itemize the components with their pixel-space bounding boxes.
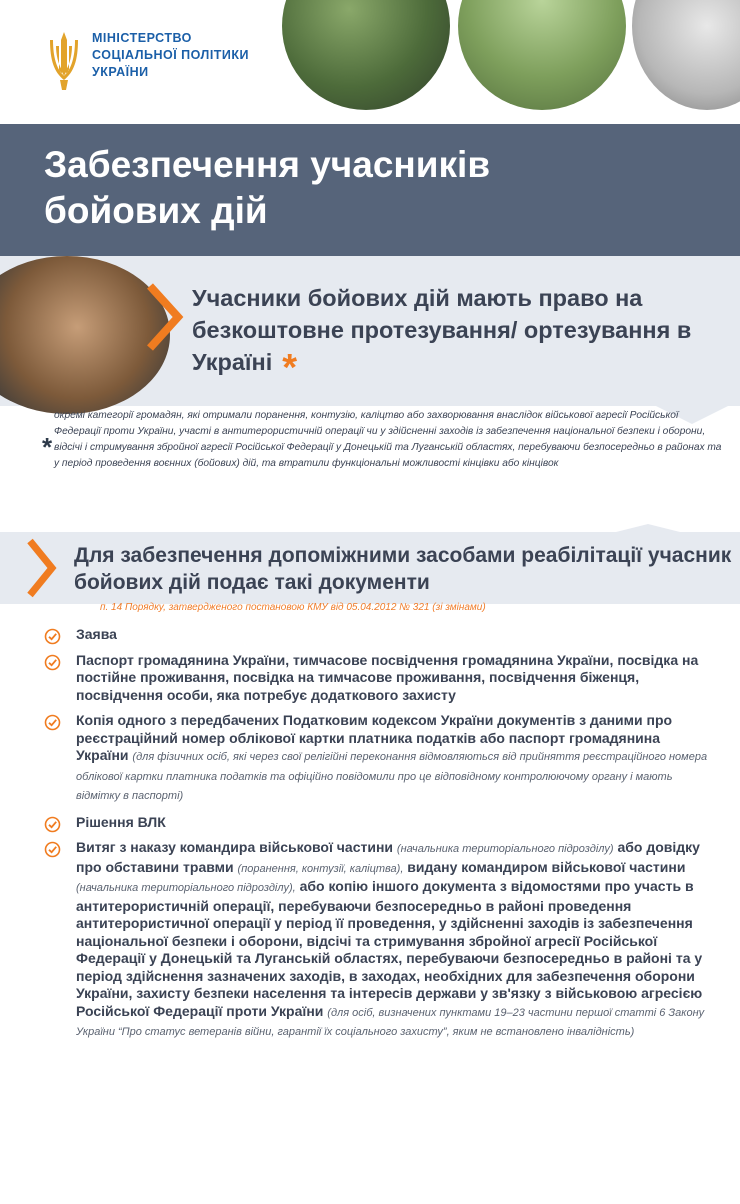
page-title: Забезпечення учасників бойових дій — [44, 144, 491, 231]
documents-source: п. 14 Порядку, затвердженого постановою КМУ від 05.04.2012 № 321 (зі змінами) — [100, 602, 486, 613]
rights-title-text: Учасники бойових дій мають право на безкоштовне протезування/ ортезування в Україні — [192, 285, 692, 375]
check-circle-icon — [44, 628, 61, 645]
list-item-note: (для фізичних осіб, які через свої релігійні переконання відмовляються від прийняття реєстраційного номера облікової картки платника податків та офіційно повідомили про це відповідному контролюючому органу і мають відмітку в паспорті) — [76, 751, 708, 802]
title-band — [0, 124, 740, 256]
documents-list — [44, 626, 712, 1050]
check-circle-icon — [44, 714, 61, 731]
documents-title: Для забезпечення допоміжними засобами реабілітації учасник бойових дій подає такі документи — [74, 544, 732, 594]
check-circle-icon — [44, 816, 61, 833]
list-item — [44, 839, 712, 1042]
chevron-right-icon — [24, 536, 60, 600]
ministry-line-3: УКРАЇНИ — [92, 65, 149, 79]
list-item-text: Заява — [76, 626, 117, 642]
list-item-note: (для осіб, визначених пунктами 19–23 частини першої статті 6 Закону України “Про статус ветеранів війни, гарантії їх соціального захисту”, яким не встановлено інвалідність) — [76, 1006, 705, 1038]
list-item-note: (начальника територіального підрозділу), — [76, 882, 296, 894]
list-item-text: або довідку про обставини травми — [76, 839, 700, 875]
chevron-right-icon — [142, 280, 186, 354]
trident-icon — [44, 30, 84, 92]
list-item-note: (поранення, контузії, каліцтва), — [237, 862, 404, 875]
ministry-line-1: МІНІСТЕРСТВО — [92, 31, 192, 45]
check-circle-icon — [44, 654, 61, 671]
ministry-name — [92, 30, 249, 81]
footnote-asterisk: * — [42, 432, 53, 462]
check-circle-icon — [44, 841, 61, 858]
list-item — [44, 712, 712, 806]
list-item-text: Рішення ВЛК — [76, 813, 166, 830]
list-item-text: видану командиром військової частини — [407, 858, 686, 875]
ministry-line-2: СОЦІАЛЬНОЇ ПОЛІТИКИ — [92, 48, 250, 62]
list-item-text: Паспорт громадянина України, тимчасове посвідчення громадянина України, посвідка на постійне проживання, посвідка на тимчасове проживання, посвідчення біженця, посвідчення особи, яка потребує додаткового захисту — [76, 651, 699, 703]
list-item — [44, 626, 712, 644]
list-item — [44, 814, 712, 832]
list-item — [44, 652, 712, 705]
rights-title — [192, 282, 722, 389]
list-item-text: Витяг з наказу командира військової частини — [76, 839, 394, 855]
list-item-note: (начальника територіального підрозділу) — [396, 843, 614, 855]
ministry-logo — [44, 30, 249, 92]
footnote-text: окремі категорії громадян, які отримали поранення, контузію, каліцтво або захворювання внаслідок військової агресії Російської Федерації проти України, участі в антитерористичній операції чи у здійсненні заходів із забезпечення національної безпеки і оборони, відсічі і стримування збройної агресії Російської Федерації у Донецькій та Луганській областях, перебуваючи безпосередньо в районах та у період проведення воєнних (бойових) дій, та втратили функціональні можливості кінцівки або кінцівок — [54, 410, 722, 469]
rights-asterisk: * — [282, 347, 298, 389]
list-item-text: Копія одного з передбачених Податковим кодексом України документів з даними про реєстраційний номер облікової картки платника податків або паспорт громадянина України — [76, 712, 673, 763]
list-item-text: або копію іншого документа з відомостями про участь в антитерористичній операції, перебуваючи безпосередньо в районі проведення антитерористичної операції у період її проведення, у здійсненні заходів із забезпечення національної безпеки і оборони, відсічі та стримування збройної агресії Російської Федерації у Донецькій та Луганській областях, перебуваючи безпосередньо в районі та у період здійснення зазначених заходів, в заходах, необхідних для забезпечення оборони України, захисту безпеки населення та інтересів держави у зв'язку з військовою агресією Російської Федерації проти України — [76, 878, 703, 1019]
